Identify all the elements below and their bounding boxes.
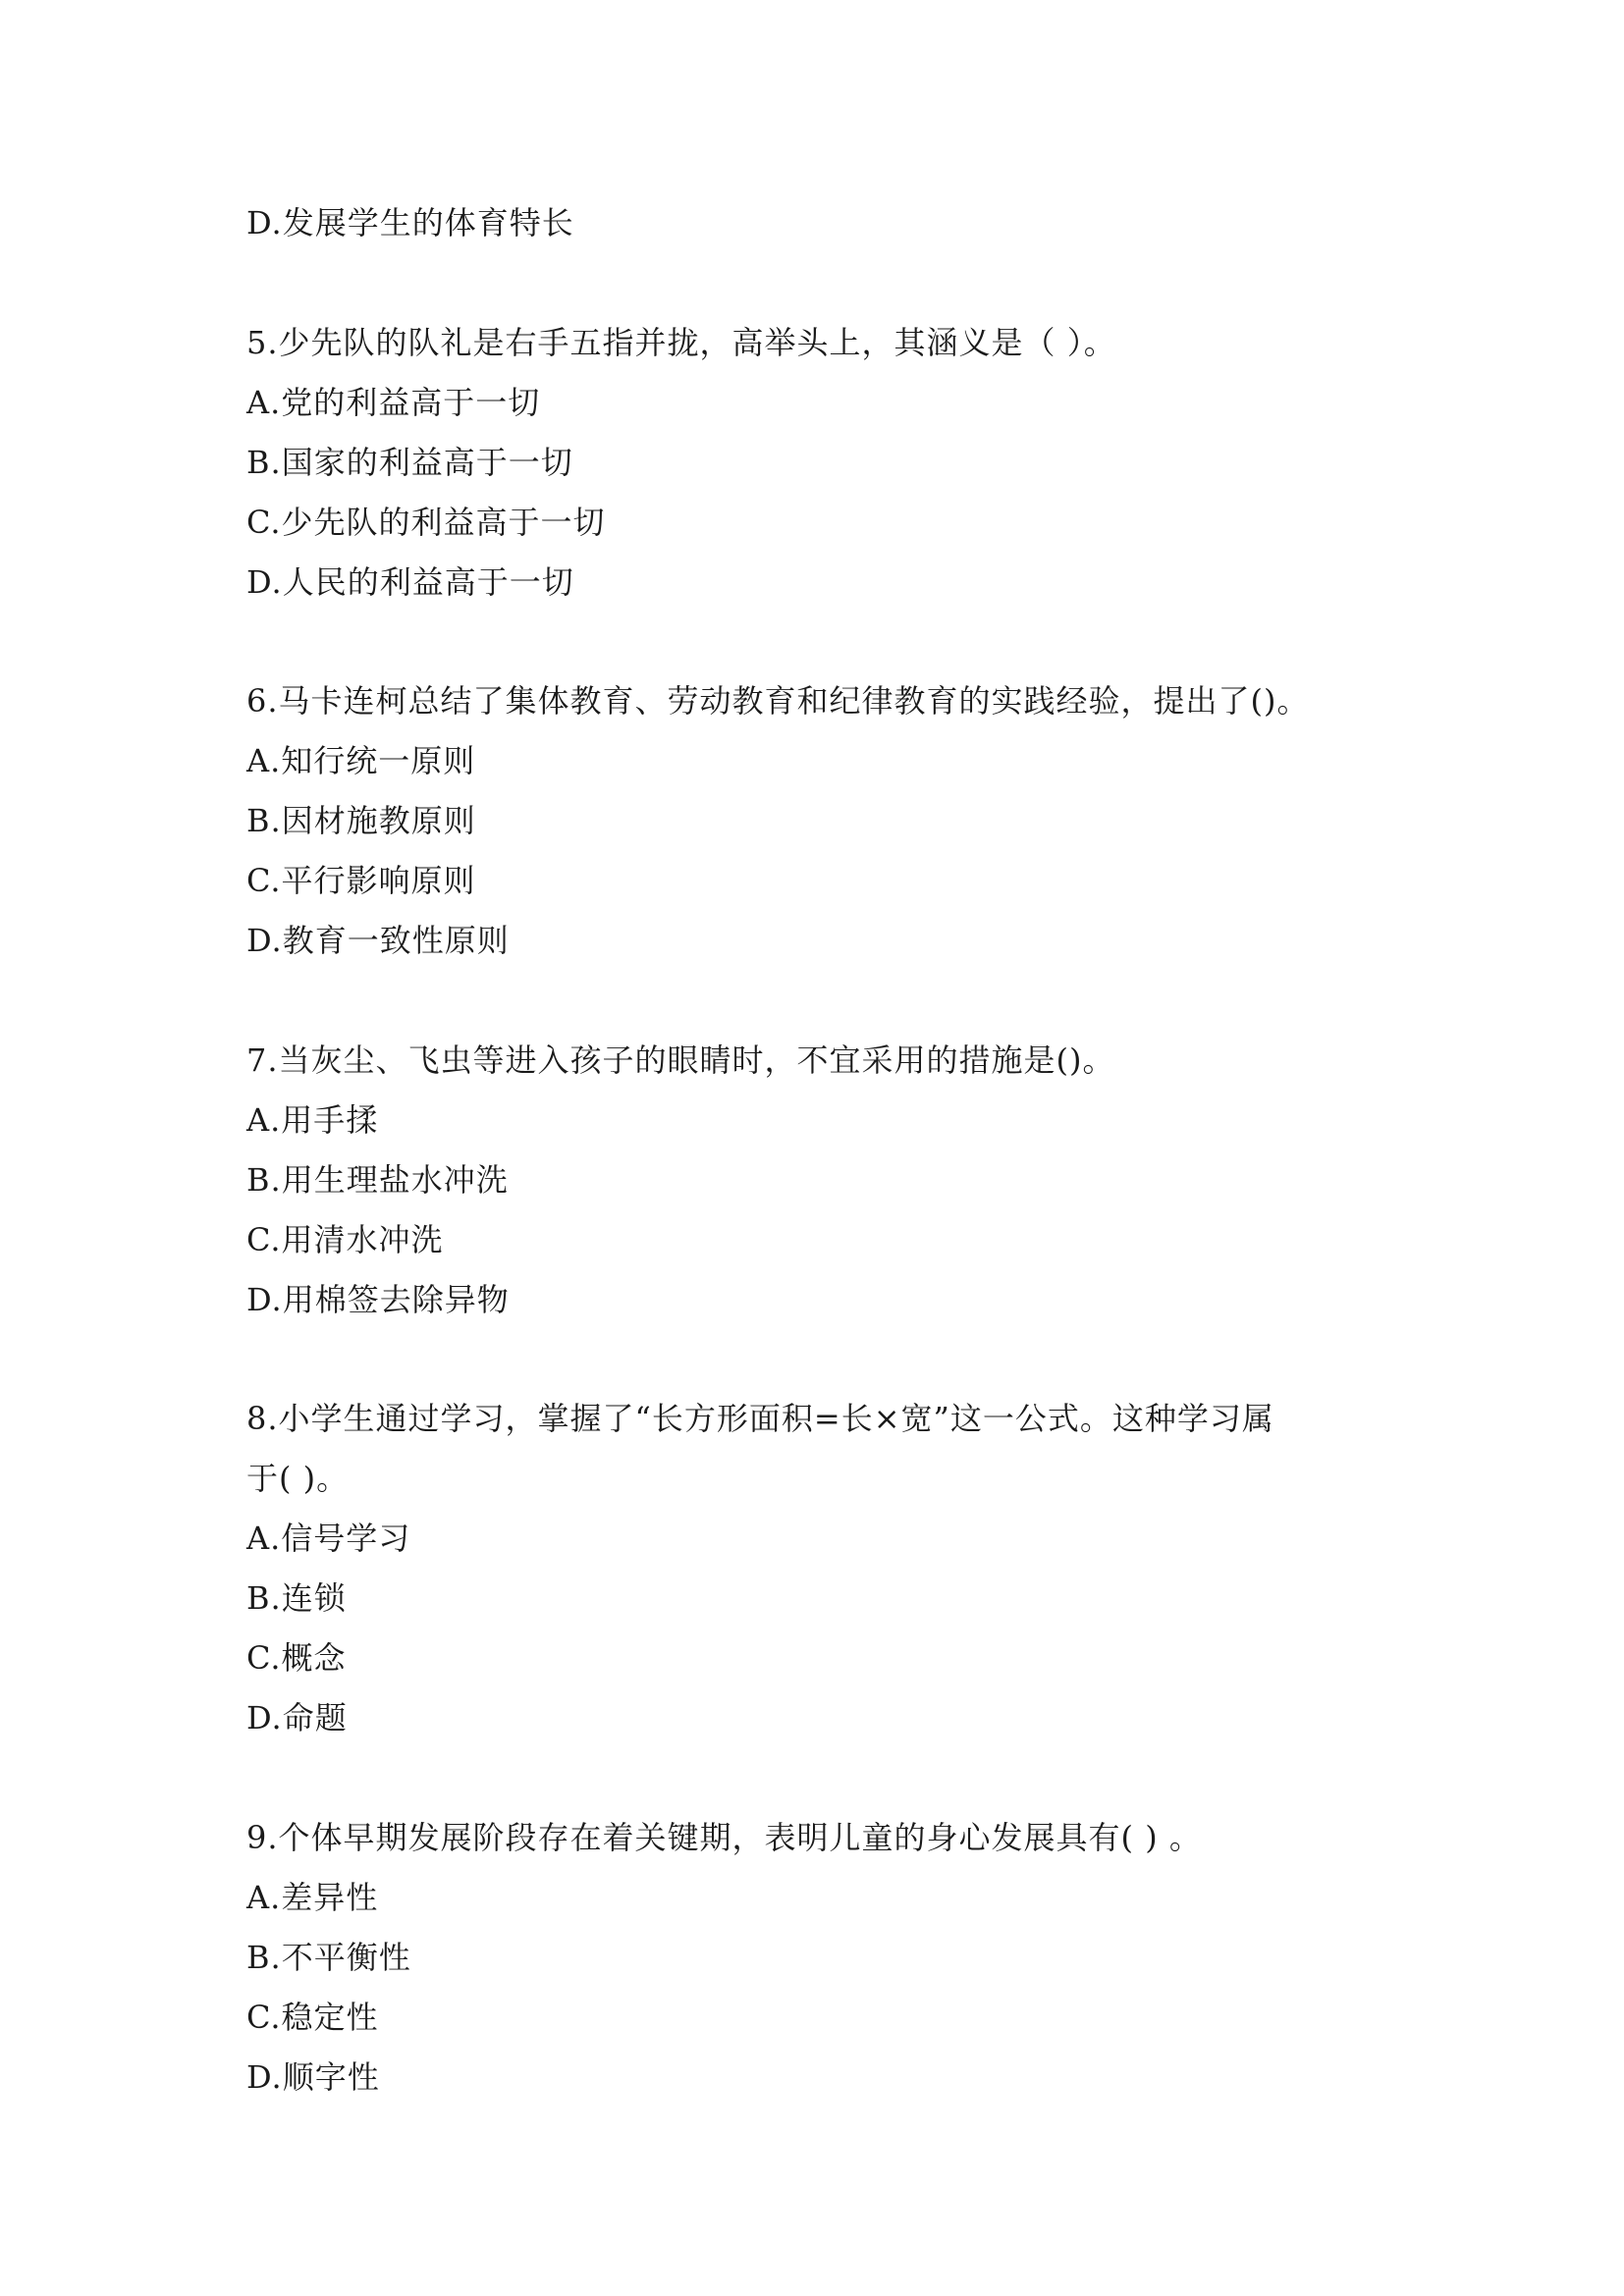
question-7: [246, 1031, 1405, 1330]
question-stem: 5.少先队的队礼是右手五指并拢，高举头上，其涵义是（ ）。: [246, 324, 1116, 361]
option-c: C.用清水冲洗: [246, 1221, 444, 1258]
option-a: A.信号学习: [246, 1520, 411, 1557]
option-b: B.国家的利益高于一切: [246, 444, 573, 481]
option-a: A.差异性: [246, 1879, 379, 1916]
option-b: B.用生理盐水冲洗: [246, 1161, 509, 1199]
question-5: [246, 313, 1405, 613]
question-stem-line-1: 8.小学生通过学习，掌握了“长方形面积=长×宽”这一公式。这种学习属: [246, 1400, 1274, 1437]
option-d: D.顺字性: [246, 2058, 380, 2096]
option-c: C.少先队的利益高于一切: [246, 504, 606, 541]
option-a: A.知行统一原则: [246, 742, 476, 779]
option-a: A.用手揉: [246, 1101, 379, 1139]
question-9: [246, 1808, 1405, 2108]
option-d: D.用棉签去除异物: [246, 1281, 510, 1318]
question-stem-line-2: 于( )。: [246, 1460, 350, 1497]
question-stem: 7.当灰尘、飞虫等进入孩子的眼睛时，不宜采用的措施是()。: [246, 1041, 1115, 1079]
option-d: D.人民的利益高于一切: [246, 563, 574, 601]
question-stem: 9.个体早期发展阶段存在着关键期，表明儿童的身心发展具有( ) 。: [246, 1819, 1202, 1856]
question-stem: 6.马卡连柯总结了集体教育、劳动教育和纪律教育的实践经验，提出了()。: [246, 682, 1310, 720]
option-c: C.概念: [246, 1639, 347, 1677]
option-c: C.稳定性: [246, 1999, 379, 2036]
option-b: B.不平衡性: [246, 1939, 411, 1976]
option-b: B.连锁: [246, 1579, 347, 1617]
orphan-option-d: D.发展学生的体育特长: [246, 204, 574, 241]
option-c: C.平行影响原则: [246, 862, 476, 899]
option-b: B.因材施教原则: [246, 802, 476, 839]
option-d: D.命题: [246, 1699, 348, 1736]
option-d: D.教育一致性原则: [246, 922, 510, 959]
option-a: A.党的利益高于一切: [246, 384, 541, 421]
question-6: [246, 671, 1405, 971]
question-8: [246, 1389, 1405, 1748]
